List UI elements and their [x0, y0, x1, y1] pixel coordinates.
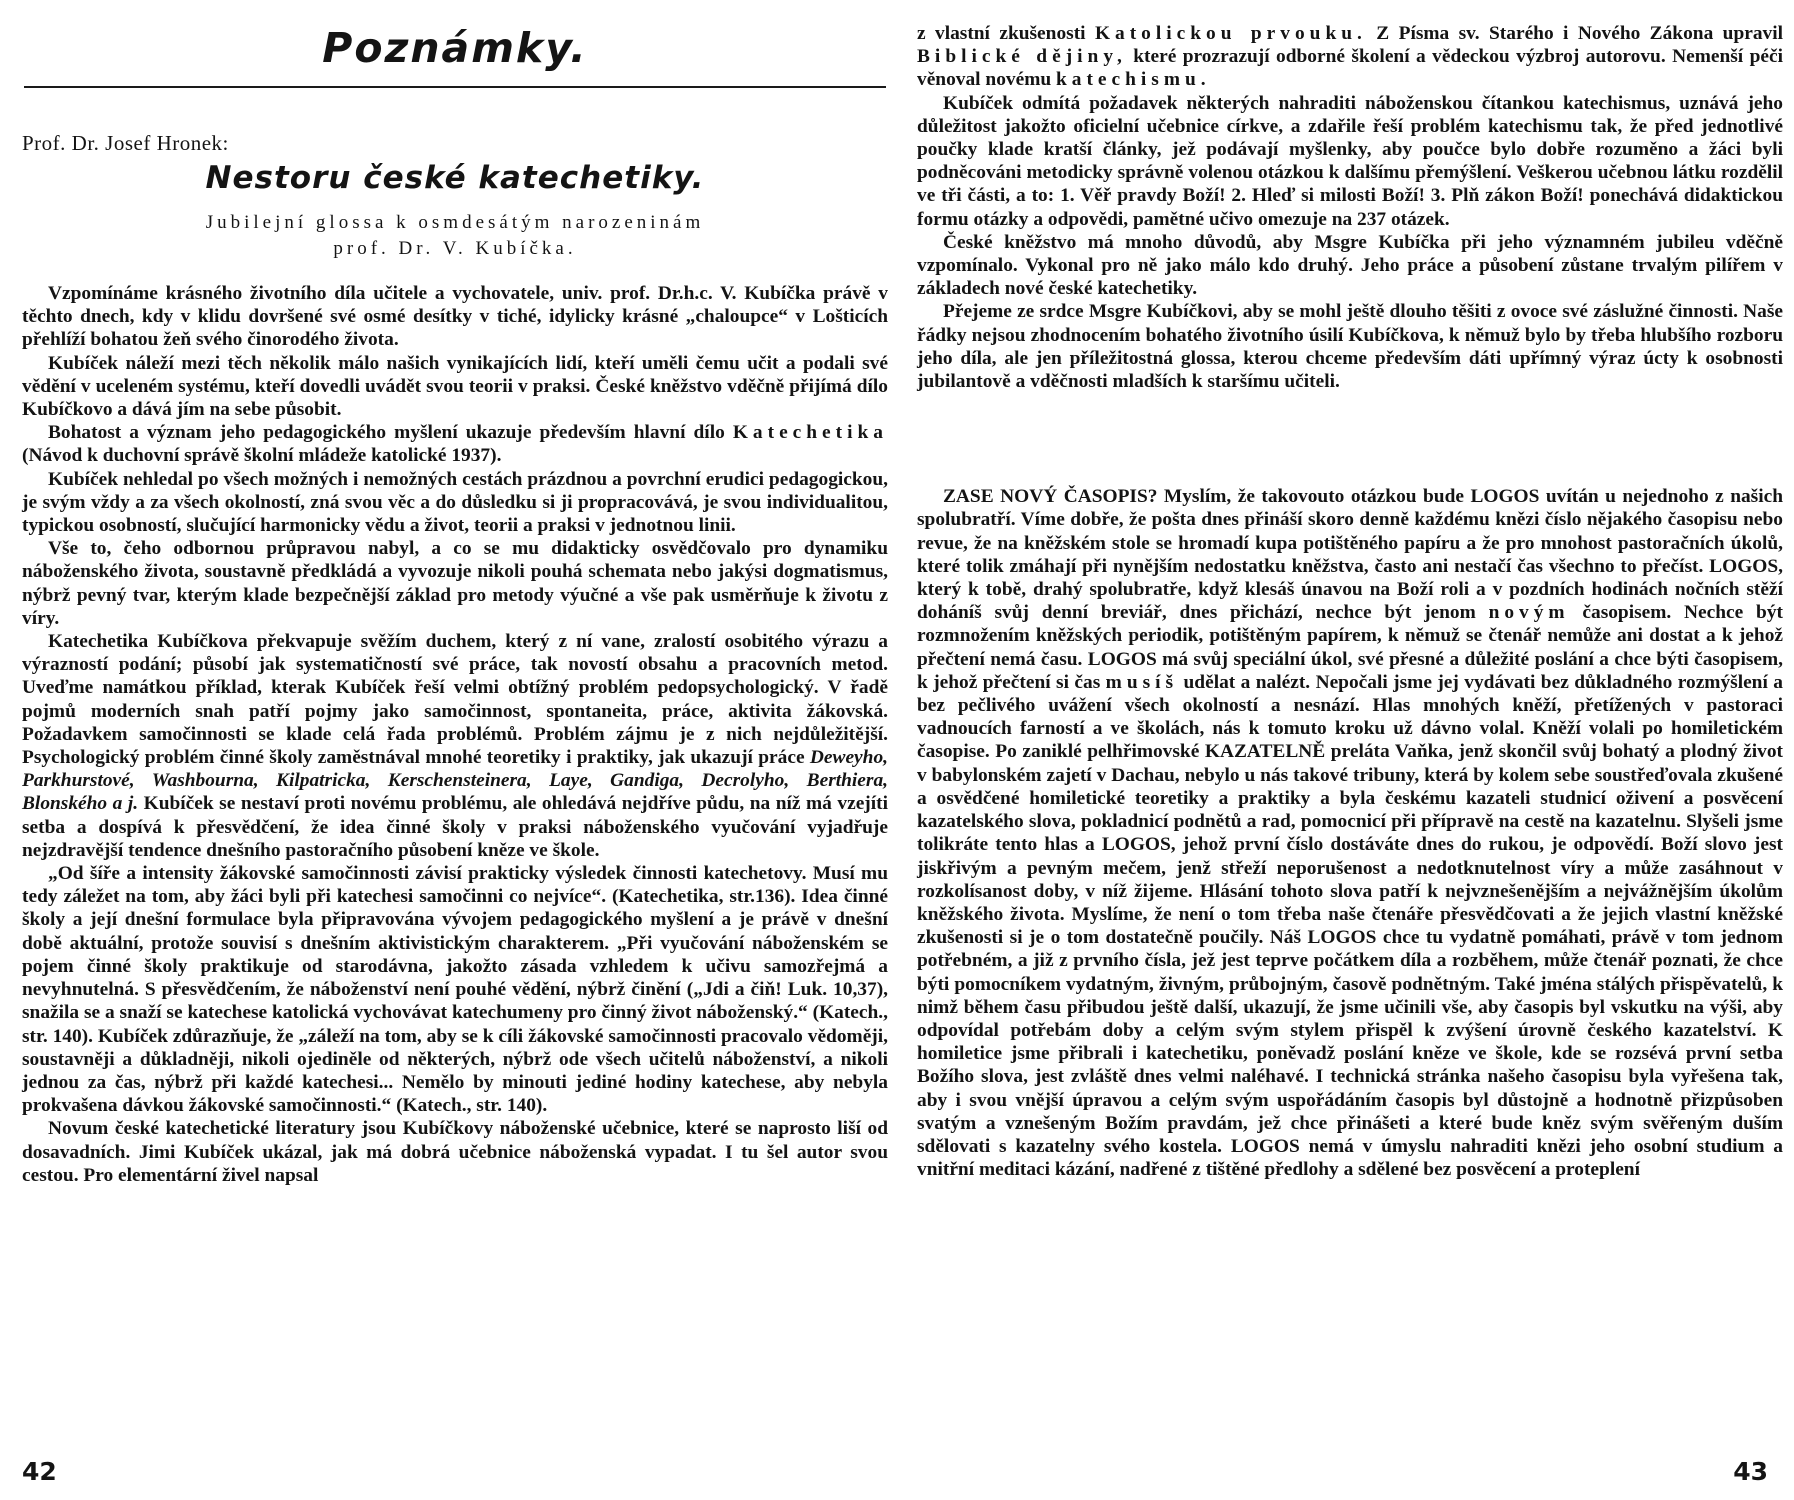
page-number: 42	[22, 1457, 57, 1486]
text-run: Kubíček se nestaví proti novému problému, ale ohledává nejdříve půdu, na níž má vzejíti setba a dospívá k přesvědčení, že idea činné školy v praksi náboženského vyučování vyjadřuje nejzdravější tendence dnešního pastoračního působení kněze ve škole.	[22, 793, 888, 861]
subtitle-line-2: prof. Dr. V. Kubíčka.	[333, 238, 577, 259]
paragraph: „Od šíře a intensity žákovské samočinnosti závisí prakticky výsledek činnosti katechetovy. Musí mu tedy záležet na tom, aby žáci byli při katechesi samočinni co nejvíce“. (Katechetika, str.136). Idea činné školy a její dnešní formulace byla připravována vývojem pedagogického myšlení a je právě v dnešní době aktuální, protože souvisí s dnešním aktivistickým charakterem. „Při vyučování náboženském se pojem činné školy praktikuje od starodávna, jakožto zásada vzhledem k učivu samozřejmá a nevyhnutelná. S přesvědčením, že náboženství není pouhé vědění, nýbrž činění („Jdi a čiň! Luk. 10,37), snažila se a snaží se katechese katolická vychovávat katechumeny pro činný život náboženský.“ (Katech., str. 140). Kubíček zdůrazňuje, že „záleží na tom, aby se k cíli žákovské samočinnosti pracovalo vědoměji, soustavněji a důkladněji, nikoli ojediněle od některých, nýbrž ode všech učitelů náboženství, a nikoli jednou za čas, nýbrž při každé katechesi... Nemělo by minouti jediné hodiny katechese, aby nebyla prokvašena dávkou žákovské samočinnosti.“ (Katech., str. 140).	[22, 863, 888, 1117]
paragraph: Kubíček náleží mezi těch několik málo našich vynikajících lidí, kteří uměli čemu učit a podali své vědění v uceleném systému, kteří dovedli uvádět svou teorii v praksi. České kněžstvo vděčně přijímá dílo Kubíčkovo a dává jím na sebe působit.	[22, 352, 888, 421]
italic-names: Deweyho, Parkhurstové, Washbourna, Kilpatricka, Kerschensteinera, Laye, Gandiga, Decrolyho, Berthiera, Blonského a j.	[22, 747, 888, 815]
right-page	[897, 0, 1794, 1500]
paragraph	[917, 22, 1783, 92]
article-subtitle	[24, 210, 886, 262]
paragraph: Kubíček odmítá požadavek některých nahraditi náboženskou čítankou katechismus, uznává jeho důležitost jakožto oficielní učebnice církve, a zdařile řeší problém katechismu tak, že před jednotlivé poučky klade kratší články, jež podávají myšlenky, aby poučce bylo dobře rozuměno a žáci byli podněcováni metodicky správně volenou otázkou k dalšímu přemýšlení. Veškerou učebnou látku rozdělil ve tři části, a to: 1. Věř pravdy Boží! 2. Hleď si milosti Boží! 3. Plň zákon Boží! ponechává didaktickou formu otázky a odpovědi, pamětné učivo omezuje na 237 otázek.	[917, 92, 1783, 230]
text-run: které prozrazují odborné školení a vědeckou výzbroj autorovu. Nemenší péči věnoval novému	[917, 46, 1783, 91]
text-run: udělat a nalézt. Nepočali jsme jej vydávati bez důkladného rozmýšlení a bez pečlivého uvážení všech okolností a nesnází. Hlas mnohých kněží, přetížených v pastoraci vadnoucích farností a ve školách, nás k tomuto kroku už dávno volal. Kněží volali po homiletickém časopise. Po zaniklé pelhřimovské KAZATELNĚ preláta Vaňka, jenž skončil svůj bohatý a plodný život v babylonském zajetí v Dachau, nebylo u nás takové tribuny, která by kolem sebe soustřeďovala zkušené a osvědčené homiletické teoretiky a praktiky a byla českému kazateli studnicí oživení a posvěcení kazatelského slova, pokladnicí podnětů a rad, pomocnicí při přípravě na cestě na kazatelnu. Slyšeli jsme tolikráte tento hlas a LOGOS, jehož první číslo dostáváte dnes do rukou, je odpovědí. Boží slovo jest jiskřivým a pevným mečem, jenž střeží neporušenost a nedotknutelnost víry a může zasáhnout v rozkolísanost doby, v níž žijeme. Hlásání tohoto slova patří k nejvznešenějším a nejvážnějším úkolům kněžského života. Myslíme, že není o tom třeba naše čtenáře přesvědčovati a že jejich vlastní kněžské zkušenosti si je o tom dostatečně poučily. Náš LOGOS chce tu vydatně pomáhati, právě v tom jednom potřebném, a již z prvního čísla, jež jest teprve počátkem díla a rozběhem, může čtenář poznati, že chce býti pomocníkem vydatným, živným, průbojným, časově podnětným. Také jména stálých přispěvatelů, k nimž během času přibudou ještě další, ukazují, že jsme učinili vše, aby časopis byl vskutku na výši, aby odpovídal potřebám doby a celým svým stylem přispěl k zvýšení úrovně českého kazatelství. K homiletice jsme přibrali i katechetiku, poněvadž poslání kněze ve škole, kde se rozsévá první setba Božího slova, jest zvláště dnes velmi naléhavé. I technická stránka našeho časopisu byla vyřešena tak, aby i svou vnější úpravou a celým svým uspořádáním časopis byl důstojně a hodnotně přizpůsoben svatým a vznešeným Božím pravdám, jež chce přinášeti a které bude kněz svým svěřeným duším sdělovati s kazatelny svého kostela. LOGOS nemá v úmyslu nahraditi knězi jeho osobní studium a vnitřní meditaci kázání, nadřené z tištěné předlohy a sdělené bez posvěcení a proteplení	[917, 671, 1783, 1181]
right-body-text	[917, 22, 1783, 1181]
paragraph	[22, 630, 888, 862]
paragraph: Vše to, čeho odbornou průpravou nabyl, a co se mu didakticky osvědčovalo pro dynamiku náboženského života, soustavně předkládá a vyvozuje nikoli pouhá schemata nebo jakýsi dogmatismus, nýbrž pevný tvar, kterým klade bezpečnější základ pro metody výučné a vše pak usměrňuje k životu z víry.	[22, 538, 888, 629]
paragraph	[22, 421, 888, 467]
spaced-title: Katechetika	[732, 422, 888, 444]
paragraph: Novum české katechetické literatury jsou Kubíčkovy náboženské učebnice, které se naprosto liší od dosavadních. Jimi Kubíček ukázal, jak má dobrá učebnice náboženská vypadat. I tu šel autor svou cestou. Pro elementární živel napsal	[22, 1118, 888, 1186]
paragraph: České kněžstvo má mnoho důvodů, aby Msgre Kubíčka při jeho významném jubileu vděčně vzpomínalo. Vykonal pro ně jako málo kdo druhý. Jeho práce a působení zůstane trvalým pilířem v základech nové české katechetiky.	[917, 231, 1783, 300]
paragraph: Kubíček nehledal po všech možných i nemožných cestách prázdnou a povrchní erudici pedagogickou, je svým vždy a za všech okolností, zná svou věc a do důsledku si ji propracovává, je svou individualitou, typickou osobností, slučující harmonicky vědu a život, teorii a praksi v jednotnou linii.	[22, 468, 888, 537]
paragraph	[917, 485, 1783, 1181]
text-run: Bohatost a význam jeho pedagogického myšlení ukazuje především hlavní dílo	[48, 422, 725, 444]
text-run: (Návod k duchovní správě školní mládeže katolické 1937).	[22, 445, 502, 467]
text-run: Katechetika Kubíčkova překvapuje svěžím duchem, který z ní vane, zralostí osobitého výrazu a výrazností podání; působí jak systematičností své práce, tak novostí obsahu a pracovních metod. Uveďme namátkou příklad, kterak Kubíček řeší velmi obtížný problém pedopsychologický. V řadě pojmů moderních snah patří pojmy jako samočinnost, spontaneita, práce, aktivita žákovská. Požadavkem samočinnosti se klade celá řada problémů. Problém zájmu je z nich nejdůležitější. Psychologický problém činné školy zaměstnával mnohé teoretiky i praktiky, jak ukazují práce	[22, 631, 888, 769]
paragraph: Přejeme ze srdce Msgre Kubíčkovi, aby se mohl ještě dlouho těšiti z ovoce své záslužné činnosti. Naše řádky nejsou zhodnocením bohatého životního úsilí Kubíčkova, k němuž bylo by třeba hlubšího rozboru jeho díla, ale jen příležitostná glossa, kterou chceme především dáti upřímný výraz úcty k osobnosti jubilantově a vděčnosti mladších k staršímu učiteli.	[917, 301, 1783, 393]
text-run: Z Písma sv. Starého i Nového Zákona upravil	[1376, 23, 1783, 44]
left-body-text	[22, 282, 888, 1187]
section-gap	[917, 393, 1783, 485]
article-title: Nestoru české katechetiky.	[205, 160, 705, 196]
title-rule	[24, 86, 886, 88]
spaced-word: musíš	[1105, 671, 1179, 693]
subtitle-line-1: Jubilejní glossa k osmdesátým narozeninám	[205, 212, 705, 233]
page-number: 43	[1733, 1457, 1768, 1486]
spaced-title: Katolickou prvouku.	[1094, 23, 1367, 44]
section-title: Poznámky.	[322, 24, 588, 72]
spaced-title: Biblické dějiny,	[917, 46, 1127, 68]
paragraph: Vzpomínáme krásného životního díla učitele a vychovatele, univ. prof. Dr.h.c. V. Kubíčka právě v těchto dnech, kdy v klidu dovršené své osmé desítky v tiché, idylicky krásné „chaloupce“ v Lošticích přehlíží bohatou žeň svého činorodého života.	[22, 283, 888, 351]
text-run: z vlastní zkušenosti	[917, 23, 1086, 44]
text-run: ZASE NOVÝ ČASOPIS? Myslím, že takovouto otázkou bude LOGOS uvítán u nejednoho z našich spolubratří. Víme dobře, že pošta dnes přináší skoro denně každému knězi číslo nějakého časopisu nebo revue, že na kněžském stole se hromadí kupa potištěného papíru a že pro mnohost pastoračních úkolů, které tolik zmáhají při nynějším nedostatku kněžstva, často ani nestačí čas všechno to přečíst. LOGOS, který k tobě, drahý spolubratře, když klesáš únavou na Boží roli a v pozdních hodinách nočních stěží doháníš svůj denní breviář, dnes přichází, nechce být jenom	[917, 486, 1783, 624]
spaced-word: novým	[1488, 602, 1570, 624]
article-author: Prof. Dr. Josef Hronek:	[22, 131, 229, 155]
text-run: časopisem. Nechce být rozmnožením kněžských periodik, potištěným papírem, k němuž se čtenář nemůže ani dostat a k jehož přečtení nemá času. LOGOS má svůj speciální úkol, své přesné a důležité poslání a chce býti časopisem, k jehož přečtení si čas	[917, 602, 1783, 693]
spaced-title: katechismu.	[1055, 69, 1211, 91]
